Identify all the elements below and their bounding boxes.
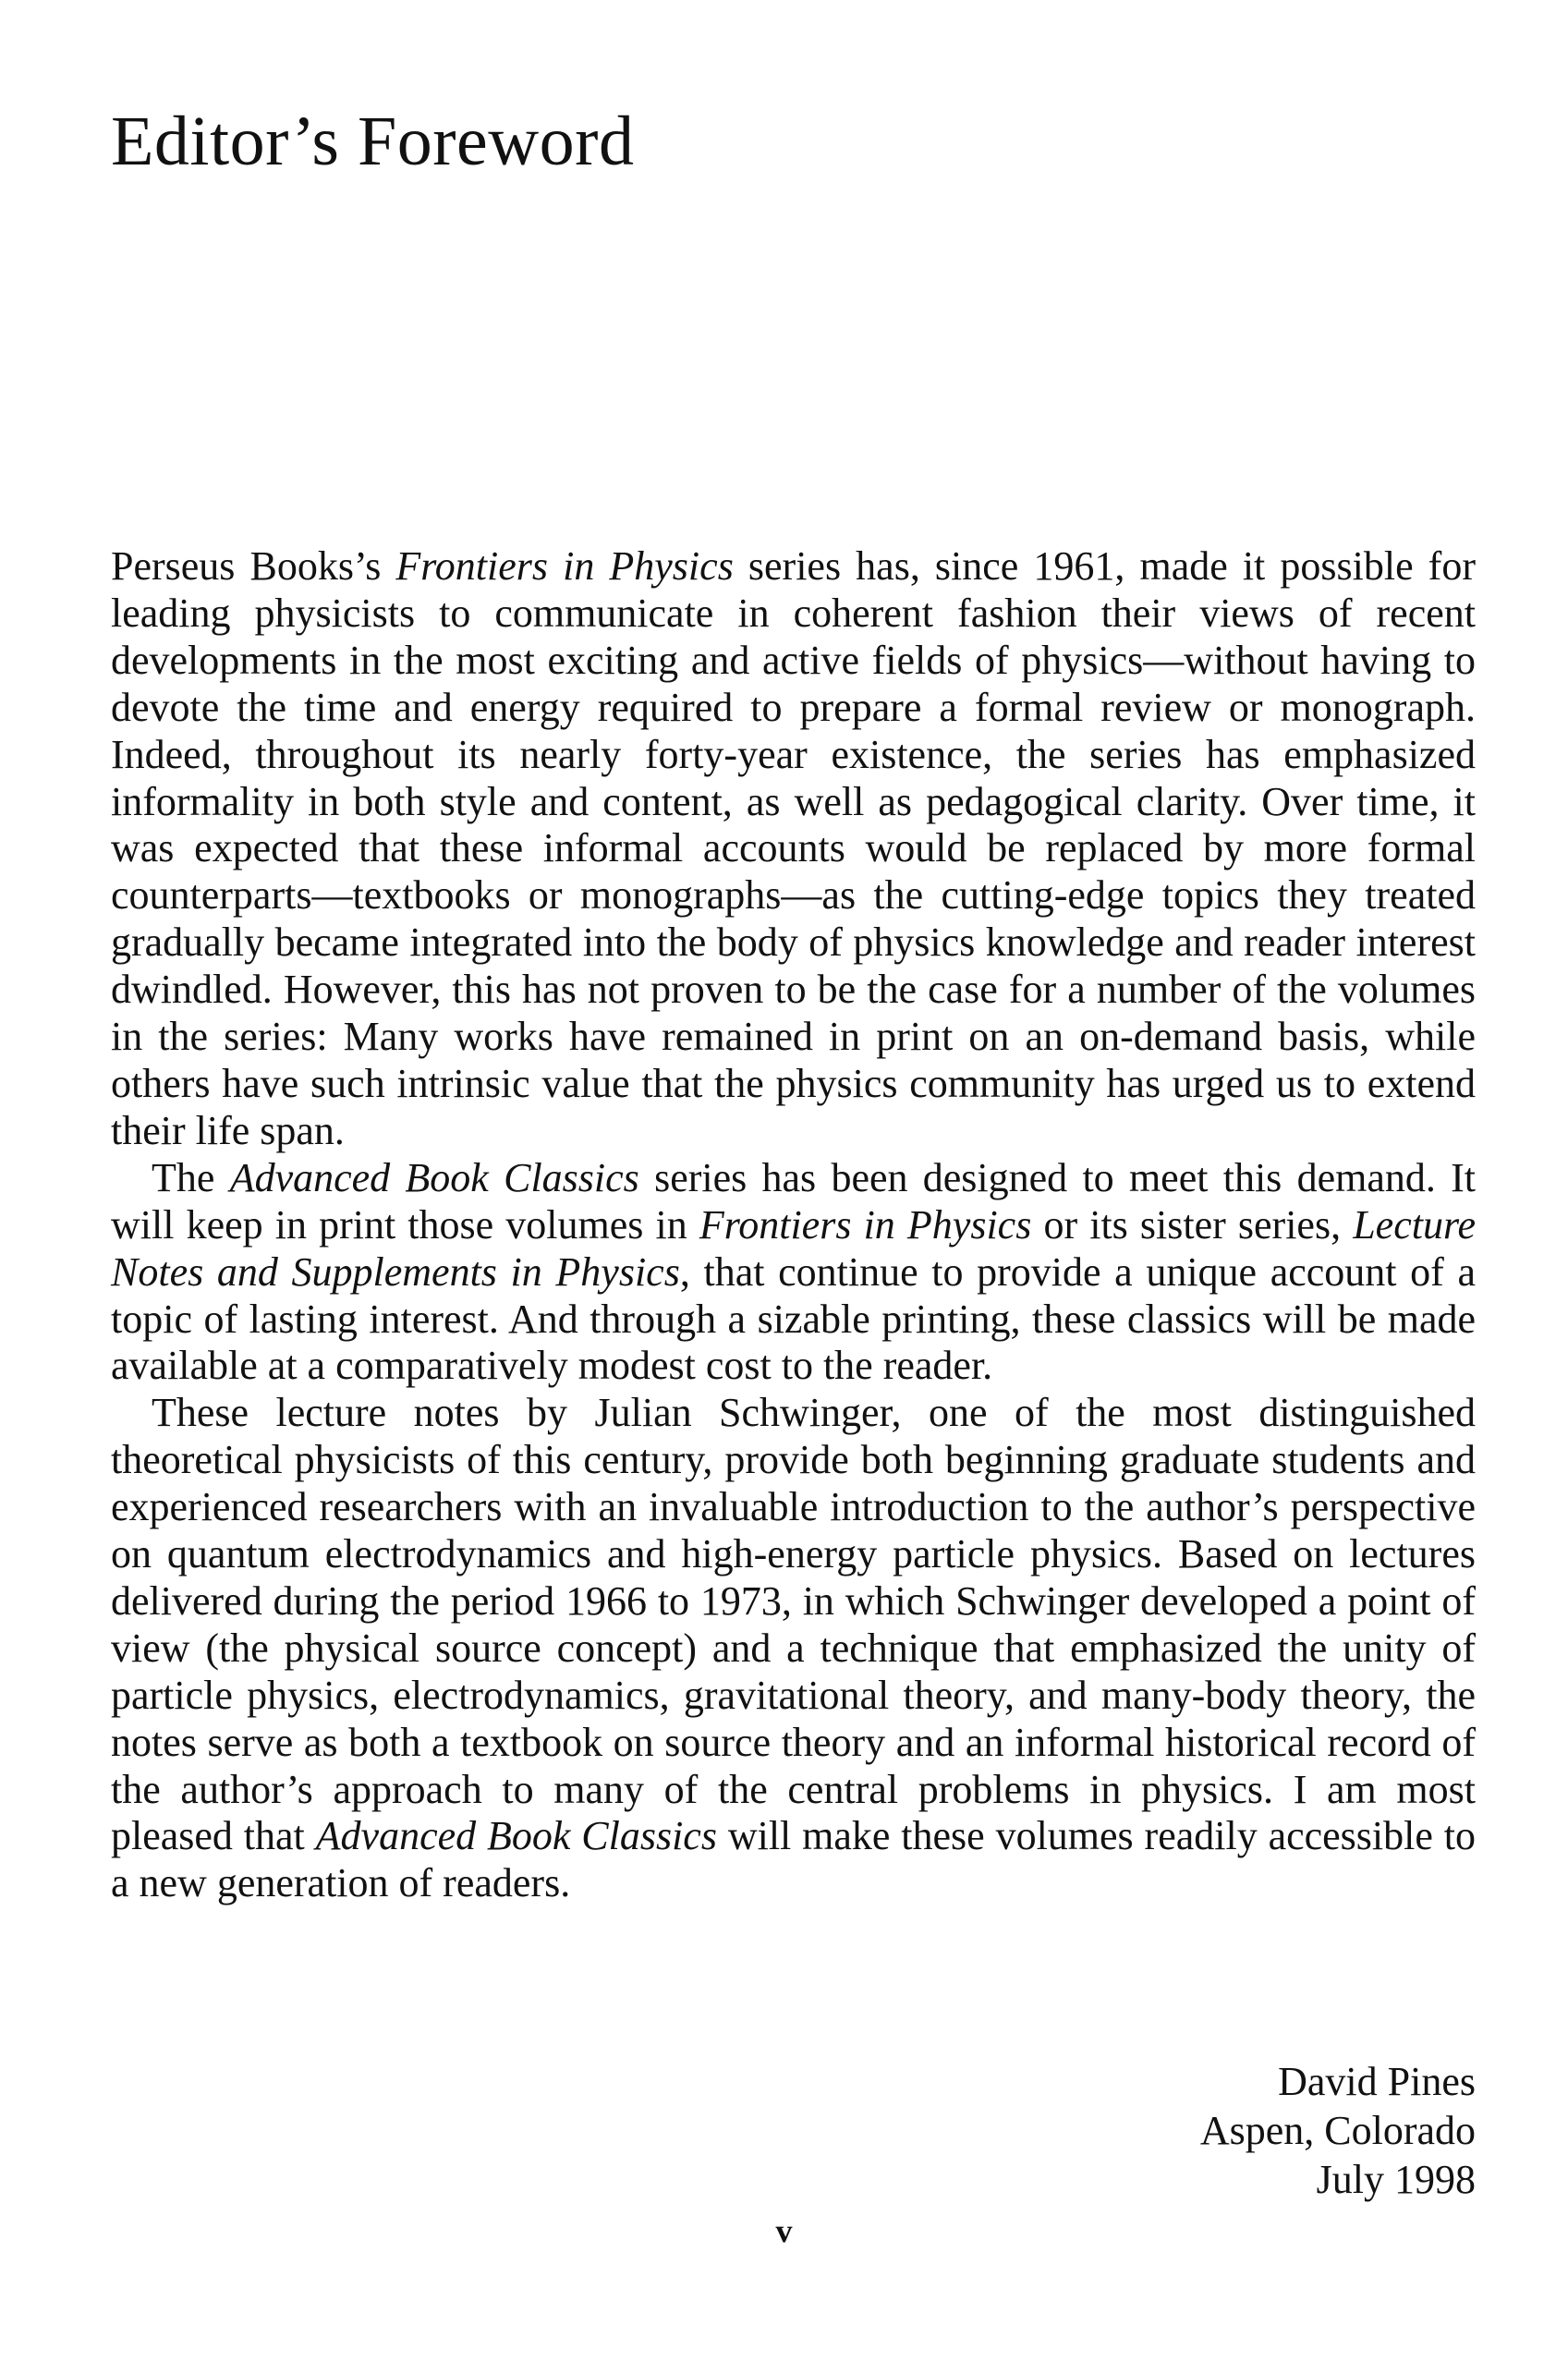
text-segment: , that continue to provide a unique account of a topic of lasting interest. And through a sizable printing, these classics will be made available at a comparatively modest cost to the reader. <box>111 1248 1476 1389</box>
paragraph-1 <box>111 543 1476 1155</box>
paragraph-3 <box>111 1390 1476 1907</box>
paragraph-2 <box>111 1155 1476 1391</box>
text-segment: The <box>152 1154 230 1200</box>
series-title-advanced: Advanced Book Classics <box>315 1813 717 1859</box>
text-segment: Perseus Books’s <box>111 543 396 589</box>
signature-place: Aspen, Colorado <box>1199 2108 1476 2153</box>
text-segment: will make these volumes readily accessible to a new generation of readers. <box>111 1813 1477 1906</box>
signature-block <box>1200 2057 1476 2204</box>
signature-date: July 1998 <box>1316 2157 1476 2202</box>
text-segment: series has been designed to meet this demand. It will keep in print those volumes in <box>111 1154 1476 1248</box>
text-segment: series has, since 1961, made it possible for leading physicists to communicate in coherent fashion their views of recent developments in the most exciting and active fields of physics—without having to devote the time and energy required to prepare a formal review or monograph. Indeed, throughout its nearly forty-year existence, the series has emphasized informality in both style and content, as well as pedagogical clarity. Over time, it was expected that these informal accounts would be replaced by more formal counterparts—textbooks or monographs—as the cutting-edge topics they treated gradually became integrated into the body of physics knowledge and reader interest dwindled. However, this has not proven to be the case for a number of the volumes in the series: Many works have remained in print on an on-demand basis, while others have such intrinsic value that the physics community has urged us to extend their life span. <box>111 543 1476 1153</box>
foreword-body <box>111 543 1476 1907</box>
series-title-lecture-notes: Lecture Notes and Supplements in Physics <box>111 1201 1476 1295</box>
text-segment: These lecture notes by Julian Schwinger, one of the most distinguished theoretical physicists of this century, provide both beginning graduate students and experienced researchers with an invaluable introduction to the author’s perspective on quantum electrodynamics and high-energy particle physics. Based on lectures delivered during the period 1966 to 1973, in which Schwinger developed a point of view (the physical source concept) and a technique that emphasized the unity of particle physics, electrodynamics, gravitational theory, and many-body theory, the notes serve as both a textbook on source theory and an informal historical record of the author’s approach to many of the central problems in physics. I am most pleased that <box>111 1390 1476 1859</box>
series-title-advanced: Advanced Book Classics <box>229 1154 639 1200</box>
signature-name: David Pines <box>1278 2059 1476 2104</box>
text-segment: or its sister series, <box>1031 1201 1354 1248</box>
series-title-frontiers: Frontiers in Physics <box>699 1201 1032 1248</box>
page-title: Editor’s Foreword <box>111 103 635 180</box>
series-title-frontiers: Frontiers in Physics <box>395 543 734 589</box>
page-number: v <box>775 2212 793 2249</box>
